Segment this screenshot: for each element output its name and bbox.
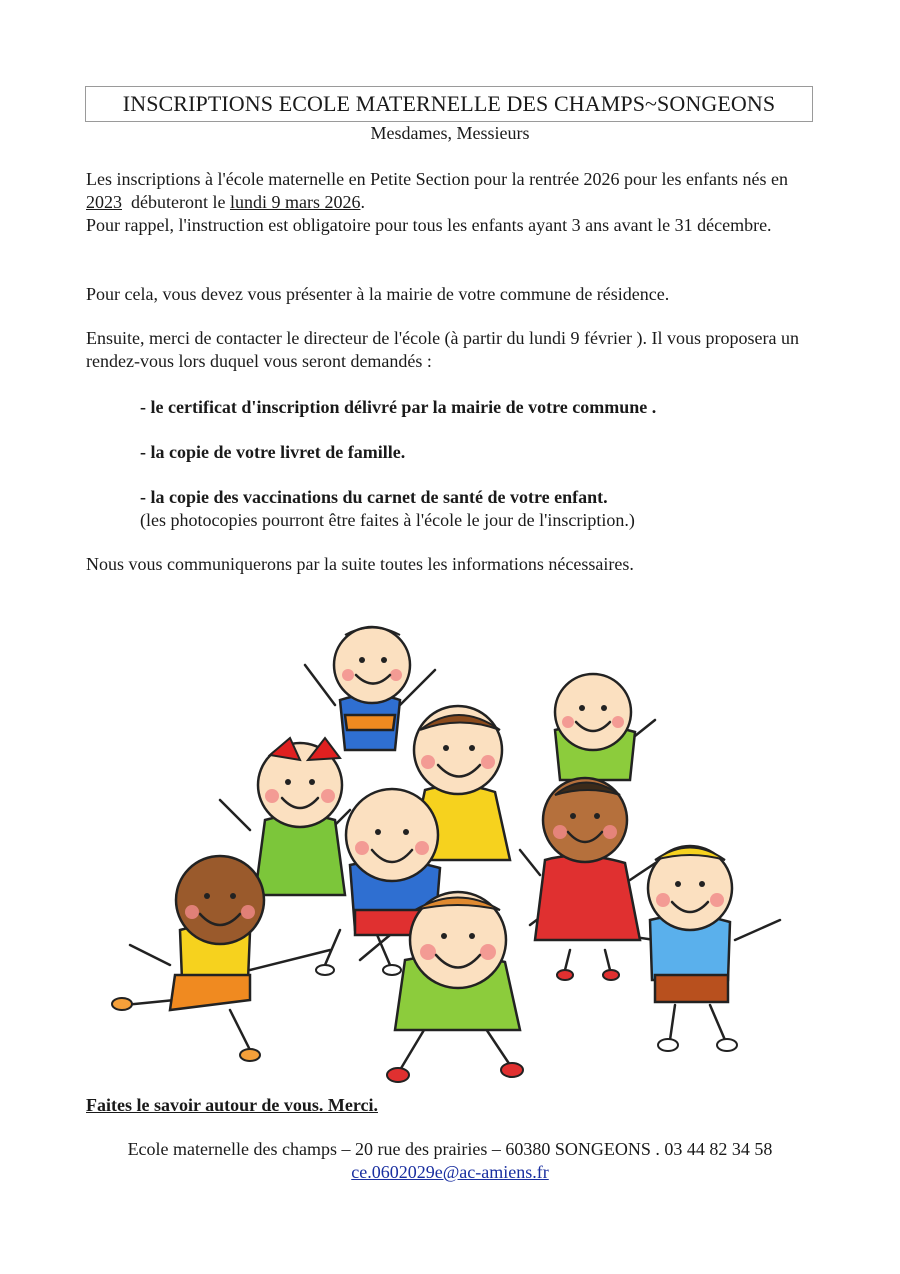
closing-paragraph: Nous vous communiquerons par la suite toutes les informations nécessaires. <box>86 554 634 574</box>
page-title: INSCRIPTIONS ECOLE MATERNELLE DES CHAMPS~SONGEONS <box>85 86 813 122</box>
reminder-text: Pour rappel, l'instruction est obligatoire pour tous les enfants ayant 3 ans avant le 31 décembre. <box>86 215 772 235</box>
school-email <box>0 1162 900 1183</box>
mairie-paragraph: Pour cela, vous devez vous présenter à la mairie de votre commune de résidence. <box>86 284 670 304</box>
intro-text-3: . <box>360 192 365 212</box>
document-item-certificate: - le certificat d'inscription délivré par la mairie de votre commune . <box>140 397 657 417</box>
intro-paragraph <box>86 168 816 237</box>
contact-paragraph: Ensuite, merci de contacter le directeur de l'école (à partir du lundi 9 février ). Il vous proposera un rendez-vous lors duquel vous seront demandés : <box>86 328 799 371</box>
share-message: Faites le savoir autour de vous. Merci. <box>86 1095 378 1115</box>
start-date: lundi 9 mars 2026 <box>229 192 361 212</box>
salutation: Mesdames, Messieurs <box>370 123 530 143</box>
children-illustration <box>100 620 800 1095</box>
email-link[interactable]: ce.0602029e@ac-amiens.fr <box>351 1162 549 1182</box>
birth-year: 2023 <box>86 192 122 212</box>
document-item-family-book: - la copie de votre livret de famille. <box>140 442 406 462</box>
intro-text-1: Les inscriptions à l'école maternelle en Petite Section pour la rentrée 2026 pour les enfants nés en <box>86 169 789 189</box>
photocopy-note: (les photocopies pourront être faites à l'école le jour de l'inscription.) <box>140 510 635 530</box>
school-address: Ecole maternelle des champs – 20 rue des prairies – 60380 SONGEONS . 03 44 82 34 58 <box>127 1139 773 1159</box>
document-item-vaccinations: - la copie des vaccinations du carnet de santé de votre enfant. <box>140 487 608 507</box>
intro-text-2: débuteront le <box>122 192 230 212</box>
